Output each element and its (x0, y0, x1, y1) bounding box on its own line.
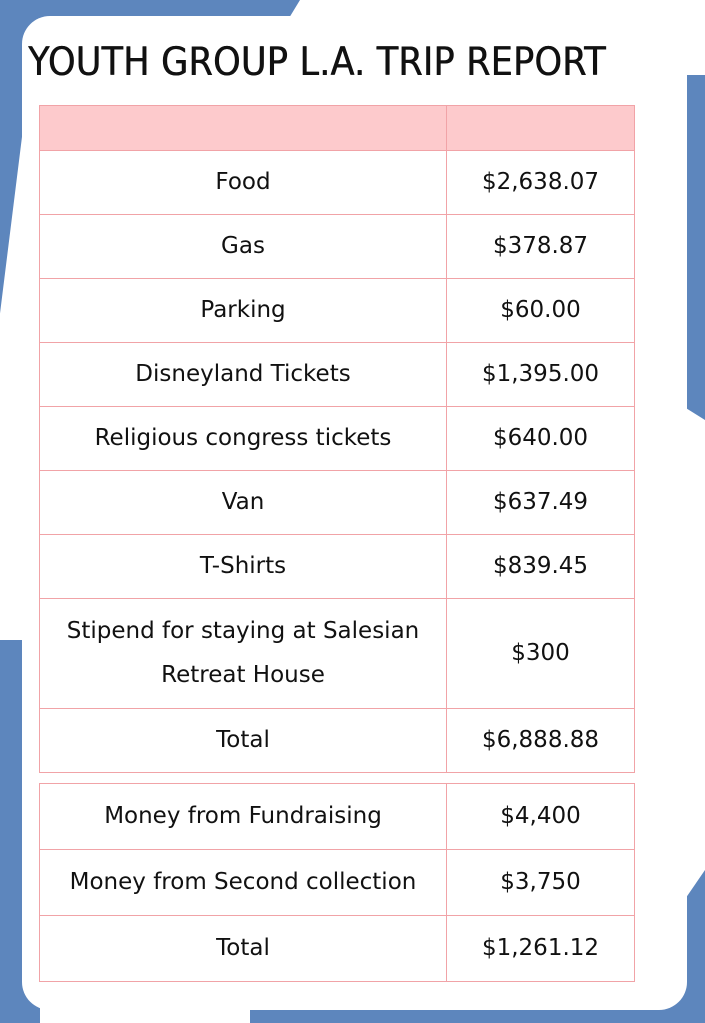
header-cell-item (40, 106, 447, 151)
header-cell-amount (447, 106, 635, 151)
expenses-total-label: Total (40, 709, 447, 773)
expenses-total-row (40, 709, 635, 773)
expense-item: Parking (40, 279, 447, 343)
funding-total-row (40, 916, 635, 982)
expense-amount: $1,395.00 (447, 343, 635, 407)
expense-amount: $640.00 (447, 407, 635, 471)
expense-item: Religious congress tickets (40, 407, 447, 471)
funding-amount: $3,750 (447, 850, 635, 916)
table-header-row (40, 106, 635, 151)
report-title: YOUTH GROUP L.A. TRIP REPORT (28, 40, 606, 85)
funding-item: Money from Fundraising (40, 784, 447, 850)
expense-amount: $300 (447, 599, 635, 709)
expense-amount: $378.87 (447, 215, 635, 279)
funding-table (39, 783, 635, 982)
expense-amount: $2,638.07 (447, 151, 635, 215)
table-row (40, 151, 635, 215)
expense-item: Stipend for staying at Salesian Retreat House (40, 599, 447, 709)
expenses-total-amount: $6,888.88 (447, 709, 635, 773)
table-row (40, 535, 635, 599)
funding-total-label: Total (40, 916, 447, 982)
table-row (40, 279, 635, 343)
table-row (40, 850, 635, 916)
table-row (40, 471, 635, 535)
expense-item: T-Shirts (40, 535, 447, 599)
table-row (40, 784, 635, 850)
expense-item: Disneyland Tickets (40, 343, 447, 407)
expenses-table (39, 105, 635, 773)
table-row (40, 407, 635, 471)
table-row (40, 343, 635, 407)
funding-total-amount: $1,261.12 (447, 916, 635, 982)
table-row (40, 215, 635, 279)
expense-item: Food (40, 151, 447, 215)
expense-amount: $839.45 (447, 535, 635, 599)
expense-amount: $637.49 (447, 471, 635, 535)
expense-item: Van (40, 471, 447, 535)
table-row (40, 599, 635, 709)
expense-amount: $60.00 (447, 279, 635, 343)
expense-item: Gas (40, 215, 447, 279)
funding-amount: $4,400 (447, 784, 635, 850)
funding-item: Money from Second collection (40, 850, 447, 916)
